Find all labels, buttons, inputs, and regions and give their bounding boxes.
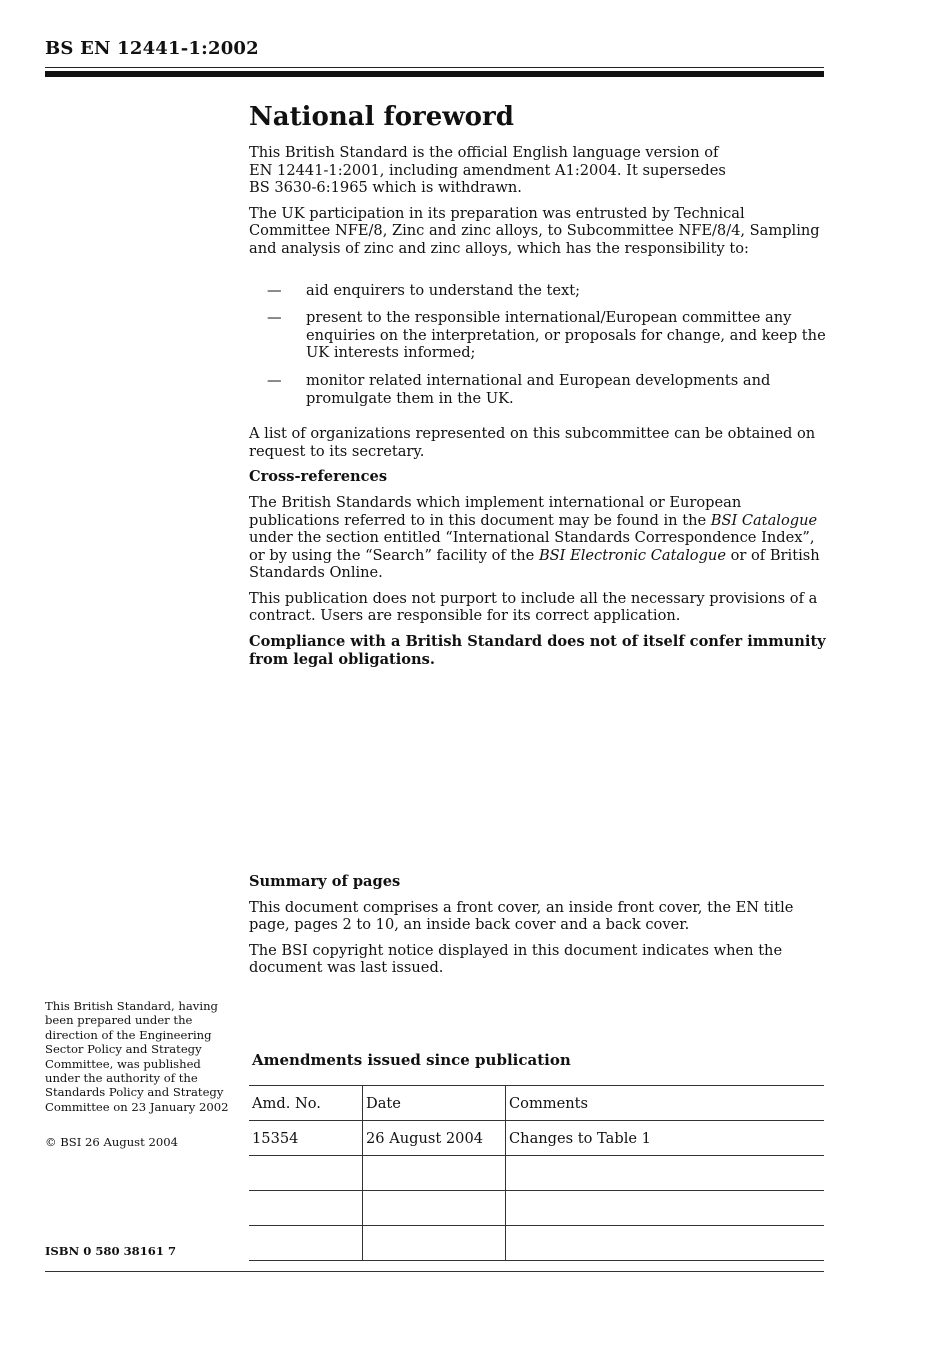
summary-heading: Summary of pages [249,873,401,890]
comments-cell [506,1191,825,1226]
document-id: BS EN 12441-1:2002 [45,38,259,59]
intro-line: This British Standard is the official English language version of [249,144,719,161]
header-rule-thick [45,71,824,77]
dash-bullet: — [267,281,282,299]
date-cell [363,1191,506,1226]
dash-bullet: — [267,309,282,327]
note-line: under the authority of the [45,1071,198,1086]
crossref-heading: Cross-references [249,468,388,486]
table-row [249,1156,824,1191]
amendments-title: Amendments issued since publication [252,1051,571,1069]
note-line: This British Standard, having [45,999,218,1013]
list-item-text: present to the responsible international/European committee any enquiries on the interpretation, or proposals for change, and keep the UK interests informed; [306,309,826,362]
list-item [249,372,829,407]
comments-cell: Changes to Table 1 [506,1121,825,1156]
column-header-amd-no: Amd. No. [249,1086,363,1121]
list-item [249,309,829,362]
note-line: been prepared under the [45,1013,193,1028]
crossref-text: The British Standards which implement international or European publications referred to in this document may be found in the [249,493,742,529]
compliance-statement: Compliance with a British Standard does not of itself confer immunity from legal obligations. [249,633,826,668]
amd-no-cell [249,1156,363,1191]
crossref-text: under the section entitled “International Standards Correspondence Index”, or by using the “Search” facility of the [249,529,815,564]
header-rule-thin [45,67,824,68]
date-cell [363,1226,506,1261]
note-line: Sector Policy and Strategy [45,1042,202,1057]
crossref-text: or of British Standards Online. [249,546,820,582]
note-line: direction of the Engineering [45,1027,212,1042]
provisions-paragraph: This publication does not purport to include all the necessary provisions of a contract. Users are responsible for its correct application. [249,589,818,625]
crossref-paragraph [249,494,829,582]
amd-no-cell [249,1226,363,1261]
intro-line: BS 3630-6:1965 which is withdrawn. [249,179,522,197]
comments-cell [506,1156,825,1191]
comments-cell [506,1226,825,1261]
amendments-table [249,1085,824,1261]
page-title: National foreword [249,102,514,132]
table-row [249,1191,824,1226]
summary-pages-paragraph: This document comprises a front cover, an inside front cover, the EN title page, pages 2 to 10, an inside back cover and a back cover. [249,898,794,934]
column-header-date: Date [363,1086,506,1121]
list-item-text: monitor related international and European developments and promulgate them in the UK. [306,371,771,407]
date-cell [363,1156,506,1191]
note-line: Standards Policy and Strategy [45,1085,224,1100]
publication-note [45,999,235,1114]
responsibility-list [249,282,829,408]
copyright-text: © BSI 26 August 2004 [45,1135,178,1149]
table-header-row [249,1086,824,1121]
copyright-notice-paragraph: The BSI copyright notice displayed in this document indicates when the document was last issued. [249,941,783,977]
date-cell: 26 August 2004 [363,1121,506,1156]
intro-line: EN 12441-1:2001, including amendment A1:2004. It supersedes [249,161,726,179]
column-header-comments: Comments [506,1086,825,1121]
list-item [249,282,829,300]
amd-no-cell [249,1191,363,1226]
footer-rule [45,1271,824,1272]
summary-section [249,873,829,985]
participation-paragraph: The UK participation in its preparation was entrusted by Technical Committee NFE/8, Zinc and zinc alloys, to Subcommittee NFE/8/4, Sampling and analysis of zinc and zinc alloys, which has the responsibility to: [249,204,820,257]
amd-no-cell: 15354 [249,1121,363,1156]
list-item-text: aid enquirers to understand the text; [306,281,581,299]
isbn: ISBN 0 580 38161 7 [45,1244,177,1258]
foreword-section [249,100,829,676]
table-row [249,1121,824,1156]
organizations-paragraph: A list of organizations represented on this subcommittee can be obtained on request to its secretary. [249,425,816,460]
note-line: Committee, was published [45,1056,201,1071]
dash-bullet: — [267,371,282,389]
note-line: Committee on 23 January 2002 [45,1099,229,1114]
bsi-catalogue-title: BSI Catalogue [710,511,818,529]
intro-paragraph [249,144,829,197]
bsi-electronic-catalogue-title: BSI Electronic Catalogue [538,546,726,564]
table-row [249,1226,824,1261]
